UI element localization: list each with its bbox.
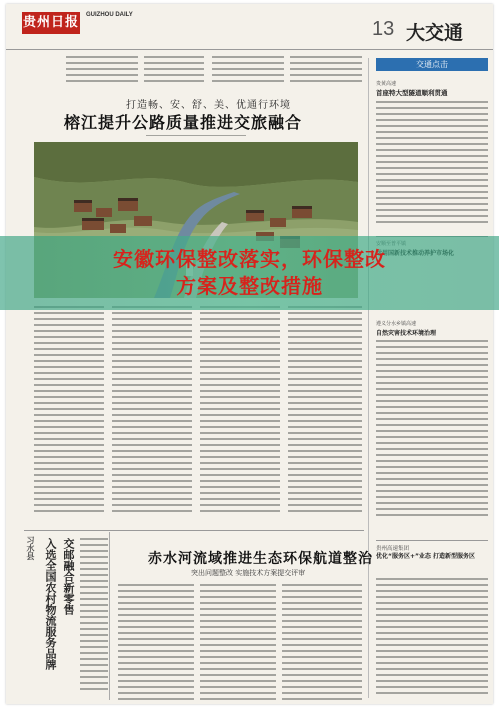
right-item-3-title: 自然灾害技术环境治理 [376, 330, 437, 337]
masthead [6, 4, 493, 50]
column-rule [368, 58, 369, 698]
newspaper-page [6, 4, 493, 704]
intro-text-block-2 [144, 56, 204, 86]
left-feature-label: 习水县 [26, 536, 36, 560]
main-story-kicker: 打造畅、安、舒、美、优通行环境 [126, 100, 291, 111]
right-divider-2 [376, 540, 488, 541]
section-title: 大交通 [406, 22, 464, 44]
main-story-headline: 榕江提升公路质量推进交旅融合 [64, 113, 303, 132]
second-story-col-2 [200, 584, 276, 704]
right-item-4-kicker: 贵州高速集团 [376, 546, 410, 552]
right-item-4-title: 优化“服务区+”业态 打造新型服务区 [376, 553, 476, 560]
newspaper-logo: 贵州日报 [22, 12, 80, 34]
section-divider [24, 530, 364, 531]
right-item-1-body [376, 101, 488, 227]
banner-headline-line-1: 安徽环保整改落实，环保整改 [113, 247, 386, 271]
main-story-col-2 [112, 306, 192, 516]
right-item-1-title: 首座特大型隧道顺利贯通 [376, 89, 448, 97]
second-story-col-3 [282, 584, 362, 704]
right-item-3-kicker: 遵义分水乡镇高速 [376, 321, 417, 327]
column-tag: 交通点击 [376, 58, 488, 71]
left-feature-title-a: 入选全国农村物流服务品牌 [44, 538, 57, 670]
left-feature-body [80, 538, 108, 694]
left-feature-title-b: 交邮融合新零售 [62, 538, 75, 615]
right-item-1-kicker: 贵黄高速 [376, 81, 397, 87]
main-story-col-1 [34, 306, 104, 516]
main-story-col-3 [200, 306, 280, 516]
second-story-col-1 [118, 584, 194, 704]
main-story-byline [146, 135, 246, 140]
right-item-3-body [376, 340, 488, 520]
second-story-headline: 赤水河流域推进生态环保航道整治 [148, 551, 373, 567]
right-item-4-body [376, 578, 488, 698]
main-story-col-4 [288, 306, 362, 516]
second-story-subhead: 突出问题整改 实施技术方案提交评审 [191, 569, 306, 577]
banner-headline-line-2: 方案及整改措施 [176, 274, 323, 298]
intro-text-block-3 [212, 56, 284, 86]
intro-text-block [66, 56, 138, 86]
newspaper-name-english: GUIZHOU DAILY [86, 12, 133, 18]
page-number: 13 [372, 18, 395, 40]
intro-text-block-4 [290, 56, 362, 86]
left-feature-box [24, 532, 110, 700]
